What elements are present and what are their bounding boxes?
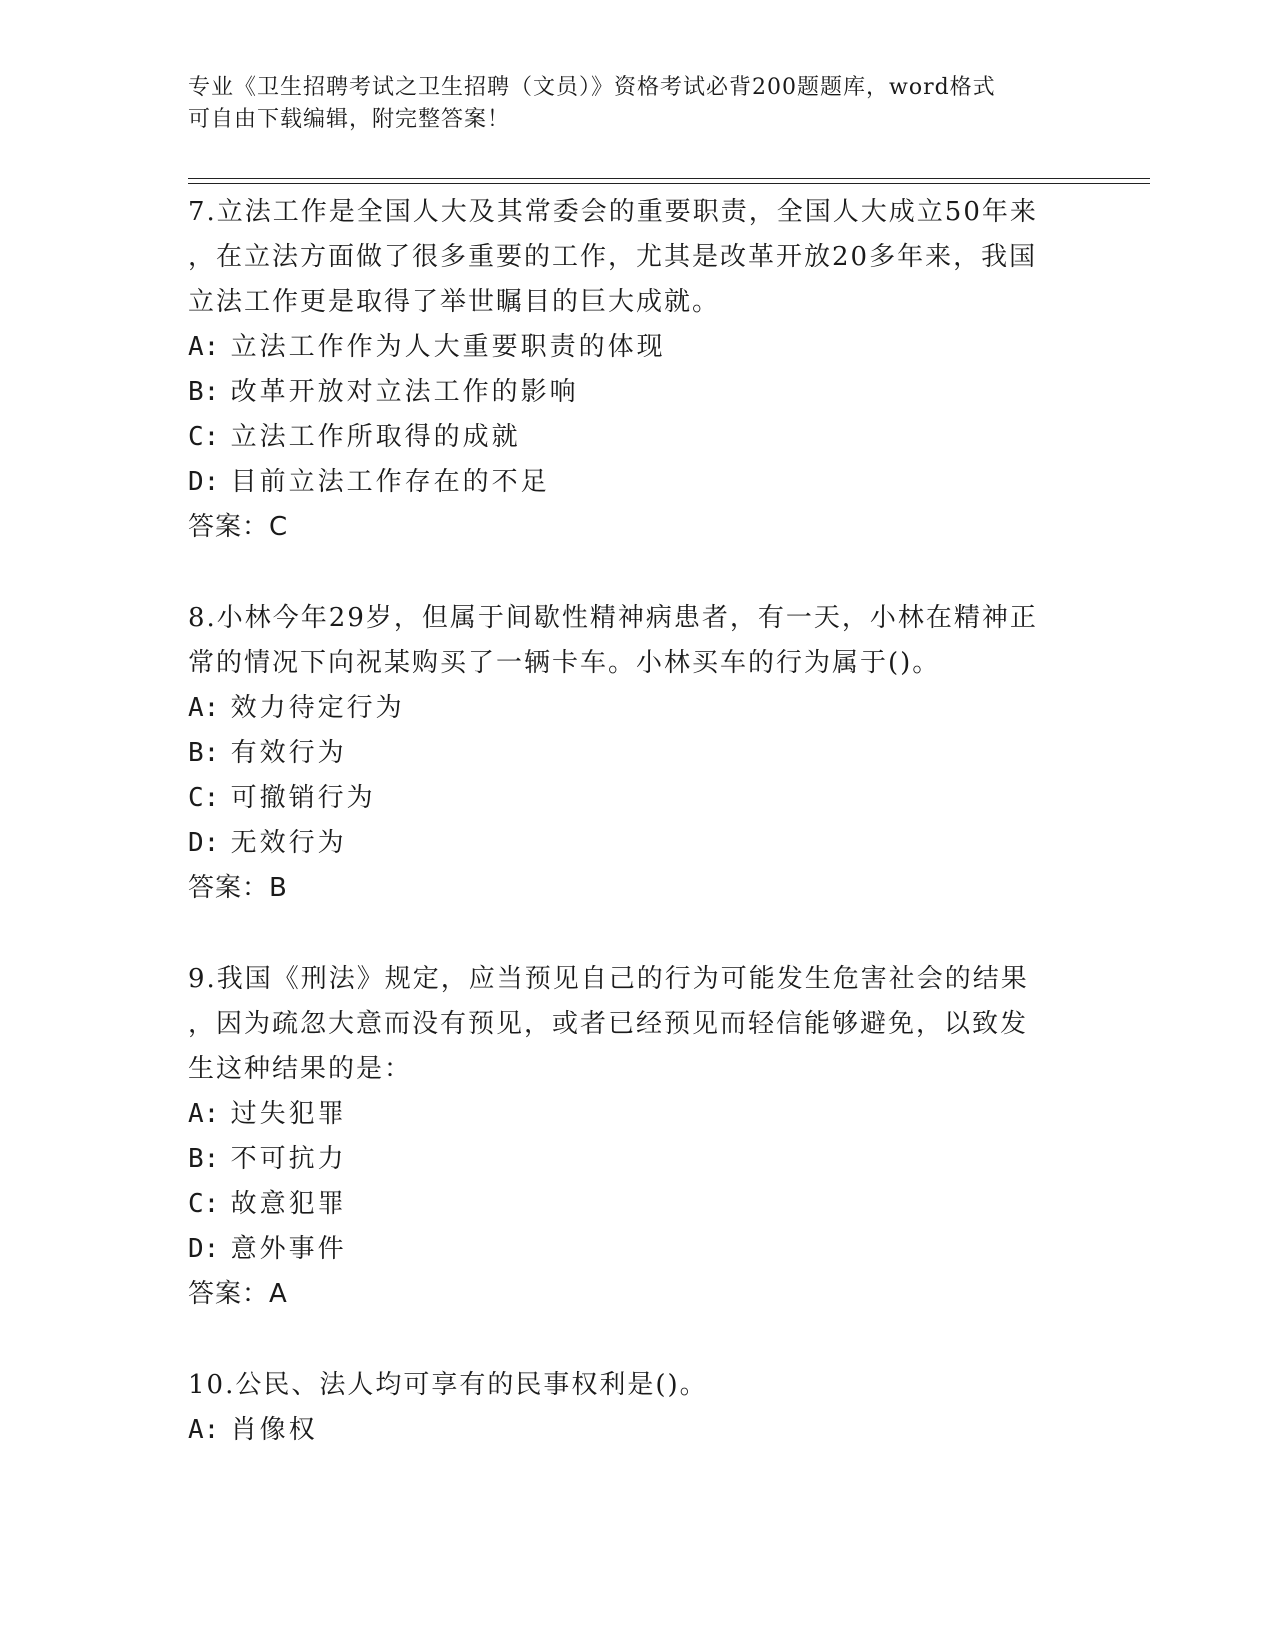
option-b (188, 370, 1088, 415)
header-rule-top (188, 178, 1150, 179)
option-key: C: (188, 422, 220, 452)
option-text: 立法工作作为人大重要职责的体现 (230, 332, 666, 362)
question-9 (188, 957, 1088, 1317)
option-key: D: (188, 1234, 220, 1264)
option-key: D: (188, 467, 220, 497)
question-8 (188, 596, 1088, 911)
option-key: A: (188, 693, 220, 723)
option-a (188, 325, 1088, 370)
option-key: A: (188, 1099, 220, 1129)
option-key: D: (188, 828, 220, 858)
question-line: ，在立法方面做了很多重要的工作，尤其是改革开放20多年来，我国 (188, 242, 1038, 272)
option-text: 故意犯罪 (230, 1189, 347, 1219)
question-text (188, 596, 1078, 686)
option-d (188, 460, 1088, 505)
header-line-2: 可自由下载编辑，附完整答案！ (188, 107, 511, 132)
option-key: B: (188, 1144, 220, 1174)
answer: 答案：A (188, 1279, 288, 1309)
option-text: 立法工作所取得的成就 (230, 422, 521, 452)
option-c (188, 415, 1088, 460)
option-b (188, 731, 1088, 776)
option-key: A: (188, 1415, 220, 1445)
option-text: 改革开放对立法工作的影响 (230, 377, 579, 407)
option-key: C: (188, 783, 220, 813)
question-line: 常的情况下向祝某购买了一辆卡车。小林买车的行为属于()。 (188, 648, 941, 678)
document-header (188, 72, 1068, 136)
option-d (188, 1227, 1088, 1272)
header-rule-bottom (188, 183, 1150, 184)
question-text (188, 190, 1078, 325)
option-key: B: (188, 377, 220, 407)
question-line: 生这种结果的是： (188, 1054, 413, 1084)
option-c (188, 776, 1088, 821)
option-c (188, 1182, 1088, 1227)
option-a (188, 1408, 1088, 1453)
option-text: 意外事件 (230, 1234, 347, 1264)
option-text: 效力待定行为 (230, 693, 405, 723)
option-key: C: (188, 1189, 220, 1219)
answer: 答案：C (188, 512, 289, 542)
question-text (188, 957, 1078, 1092)
question-text (188, 1363, 1078, 1408)
question-line: 9.我国《刑法》规定，应当预见自己的行为可能发生危害社会的结果 (188, 964, 1029, 994)
option-key: B: (188, 738, 220, 768)
question-list (188, 190, 1088, 1499)
header-line-1: 专业《卫生招聘考试之卫生招聘（文员）》资格考试必背200题题库，word格式 (188, 75, 996, 100)
option-d (188, 821, 1088, 866)
option-text: 有效行为 (230, 738, 347, 768)
question-10 (188, 1363, 1088, 1453)
option-a (188, 1092, 1088, 1137)
option-text: 无效行为 (230, 828, 347, 858)
question-line: 立法工作更是取得了举世瞩目的巨大成就。 (188, 287, 721, 317)
option-text: 可撤销行为 (230, 783, 376, 813)
option-text: 目前立法工作存在的不足 (230, 467, 550, 497)
answer: 答案：B (188, 873, 288, 903)
question-line: 10.公民、法人均可享有的民事权利是()。 (188, 1370, 708, 1400)
question-line: ，因为疏忽大意而没有预见，或者已经预见而轻信能够避免，以致发 (188, 1009, 1029, 1039)
option-text: 肖像权 (230, 1415, 318, 1445)
question-line: 7.立法工作是全国人大及其常委会的重要职责，全国人大成立50年来 (188, 197, 1038, 227)
option-text: 不可抗力 (230, 1144, 347, 1174)
question-line: 8.小林今年29岁，但属于间歇性精神病患者，有一天，小林在精神正 (188, 603, 1038, 633)
option-b (188, 1137, 1088, 1182)
option-key: A: (188, 332, 220, 362)
option-text: 过失犯罪 (230, 1099, 347, 1129)
question-7 (188, 190, 1088, 550)
option-a (188, 686, 1088, 731)
